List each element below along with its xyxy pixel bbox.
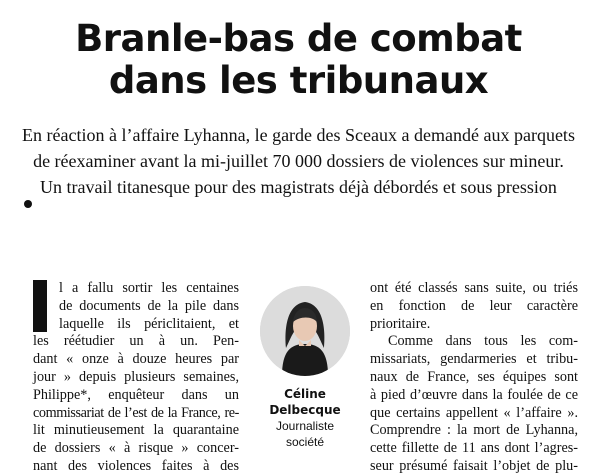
body-line: que certains appellent « l’affaire ». <box>370 404 578 421</box>
right-column <box>370 280 578 476</box>
body-line: nant des violences faites à des <box>33 457 239 474</box>
body-line: cette fillette de 11 ans dont l’agres- <box>370 440 578 457</box>
author-role <box>257 418 353 450</box>
author-box <box>257 286 353 450</box>
author-role-line-2: société <box>285 435 325 449</box>
article-headline <box>0 18 597 102</box>
author-portrait-icon <box>260 286 350 376</box>
body-line: Comprendre : la mort de Lyhanna, <box>370 422 578 439</box>
lede-line-2: de réexaminer avant la mi-juillet 70 000 dossiers de violences sur mineur. <box>33 151 564 171</box>
body-line: missariats, gendarmeries et tribu- <box>370 351 578 368</box>
body-line: Comme dans tous les com- <box>388 333 578 350</box>
body-line: commissariat de l’est de la France, re- <box>33 404 239 421</box>
author-role-line-1: Journaliste <box>275 419 335 433</box>
body-line: l a fallu sortir les centaines <box>59 280 239 296</box>
dropcap-letter-i <box>33 280 47 332</box>
author-last-name: Delbecque <box>269 403 341 417</box>
body-line: lit minutieusement la quarantaine <box>33 422 239 439</box>
body-line: prioritaire. <box>370 315 431 332</box>
headline-line-2: dans les tribunaux <box>108 59 489 102</box>
body-line: ont été classés sans suite, ou triés <box>370 280 578 296</box>
author-name <box>257 386 353 418</box>
lede-line-3 <box>18 174 579 208</box>
dropcap-block <box>33 280 239 333</box>
end-bullet-icon <box>24 200 32 208</box>
body-line: naux de France, ses équipes sont <box>370 368 578 385</box>
body-line: les réétudier un à un. Pen- <box>33 333 239 350</box>
body-line: dant « onze à douze heures par <box>33 351 239 368</box>
body-line: laquelle ils périclitaient, et <box>59 315 239 332</box>
body-line: jour » depuis plusieurs semaines, <box>33 368 239 385</box>
article-lede <box>18 122 579 208</box>
lede-line-3-text: Un travail titanesque pour des magistrats déjà débordés et sous pression <box>40 177 557 197</box>
left-column <box>33 280 239 476</box>
body-line: de dossiers « à risque » concer- <box>33 440 239 457</box>
body-line: à pied d’œuvre dans la foulée de ce <box>370 386 578 403</box>
body-line: Philippe*, enquêteur dans un <box>33 386 239 403</box>
headline-line-1: Branle-bas de combat <box>75 17 522 60</box>
author-first-name: Céline <box>284 387 326 401</box>
body-line: seur présumé faisait l’objet de plu- <box>370 457 578 474</box>
body-line: de documents de la pile dans <box>59 297 239 314</box>
author-photo <box>260 286 350 376</box>
lede-line-1: En réaction à l’affaire Lyhanna, le garde des Sceaux a demandé aux parquets <box>22 125 575 145</box>
body-line: en fonction de leur caractère <box>370 297 578 314</box>
